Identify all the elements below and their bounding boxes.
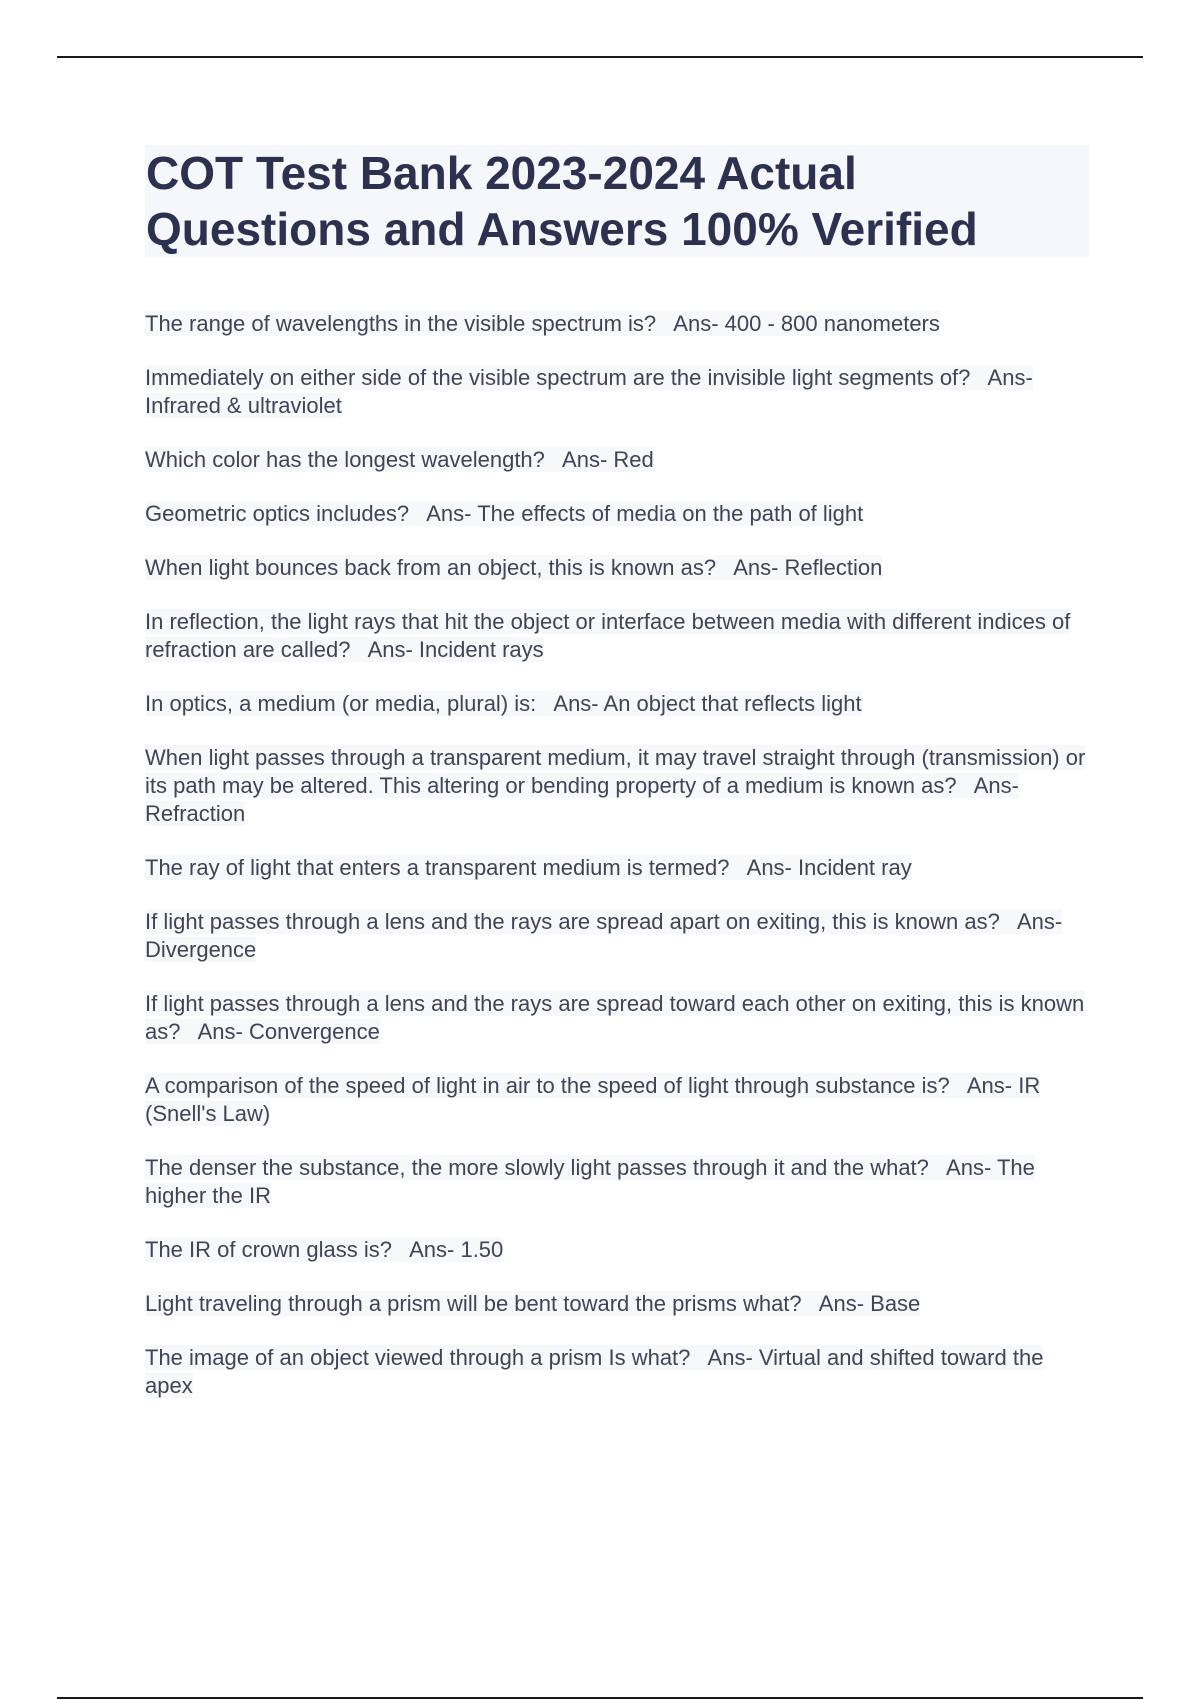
qa-item — [145, 364, 1090, 420]
answer-text: Ans- Infrared & ultraviolet — [145, 365, 1033, 418]
question-text: In optics, a medium (or media, plural) is: — [145, 691, 537, 716]
qa-item — [145, 690, 1090, 718]
answer-text: Ans- Incident ray — [746, 855, 912, 880]
qa-item — [145, 608, 1090, 664]
question-text: Which color has the longest wavelength? — [145, 447, 545, 472]
title-line-2: Questions and Answers 100% Verified — [146, 203, 978, 255]
answer-text: Ans- An object that reflects light — [553, 691, 862, 716]
qa-item — [145, 554, 1090, 582]
answer-text: Ans- Red — [562, 447, 654, 472]
qa-item — [145, 1344, 1090, 1400]
answer-text: Ans- Refraction — [145, 773, 1019, 826]
question-text: Light traveling through a prism will be bent toward the prisms what? — [145, 1291, 802, 1316]
question-text: When light bounces back from an object, this is known as? — [145, 555, 717, 580]
question-text: If light passes through a lens and the rays are spread apart on exiting, this is known as? — [145, 909, 1000, 934]
qa-item — [145, 854, 1090, 882]
question-text: If light passes through a lens and the rays are spread toward each other on exiting, this is known as? — [145, 991, 1085, 1044]
qa-item — [145, 500, 1090, 528]
question-text: The IR of crown glass is? — [145, 1237, 392, 1262]
question-text: When light passes through a transparent medium, it may travel straight through (transmission) or its path may be altered. This altering or bending property of a medium is known as? — [145, 745, 1086, 798]
question-text: In reflection, the light rays that hit the object or interface between media with different indices of refraction are called? — [145, 609, 1071, 662]
question-text: The image of an object viewed through a prism Is what? — [145, 1345, 691, 1370]
answer-text: Ans- Divergence — [145, 909, 1063, 962]
title-line-1: COT Test Bank 2023-2024 Actual — [146, 147, 857, 199]
qa-item — [145, 310, 1090, 338]
answer-text: Ans- The higher the IR — [145, 1155, 1035, 1208]
qa-item — [145, 990, 1090, 1046]
document-title — [145, 145, 1089, 257]
answer-text: Ans- Convergence — [197, 1019, 380, 1044]
question-text: Geometric optics includes? — [145, 501, 410, 526]
qa-list — [145, 310, 1090, 1426]
answer-text: Ans- IR (Snell's Law) — [145, 1073, 1041, 1126]
qa-item — [145, 1290, 1090, 1318]
qa-item — [145, 1154, 1090, 1210]
question-text: The denser the substance, the more slowly light passes through it and the what? — [145, 1155, 929, 1180]
bottom-rule — [57, 1697, 1143, 1699]
answer-text: Ans- Reflection — [733, 555, 883, 580]
question-text: A comparison of the speed of light in air to the speed of light through substance is? — [145, 1073, 950, 1098]
answer-text: Ans- The effects of media on the path of light — [426, 501, 864, 526]
qa-item — [145, 1072, 1090, 1128]
question-text: Immediately on either side of the visible spectrum are the invisible light segments of? — [145, 365, 971, 390]
answer-text: Ans- Virtual and shifted toward the apex — [145, 1345, 1044, 1398]
qa-item — [145, 446, 1090, 474]
question-text: The range of wavelengths in the visible spectrum is? — [145, 311, 657, 336]
qa-item — [145, 908, 1090, 964]
qa-item — [145, 1236, 1090, 1264]
answer-text: Ans- 400 - 800 nanometers — [673, 311, 940, 336]
qa-item — [145, 744, 1090, 828]
question-text: The ray of light that enters a transparent medium is termed? — [145, 855, 730, 880]
answer-text: Ans- 1.50 — [409, 1237, 504, 1262]
answer-text: Ans- Incident rays — [367, 637, 544, 662]
answer-text: Ans- Base — [818, 1291, 921, 1316]
top-rule — [57, 56, 1143, 58]
